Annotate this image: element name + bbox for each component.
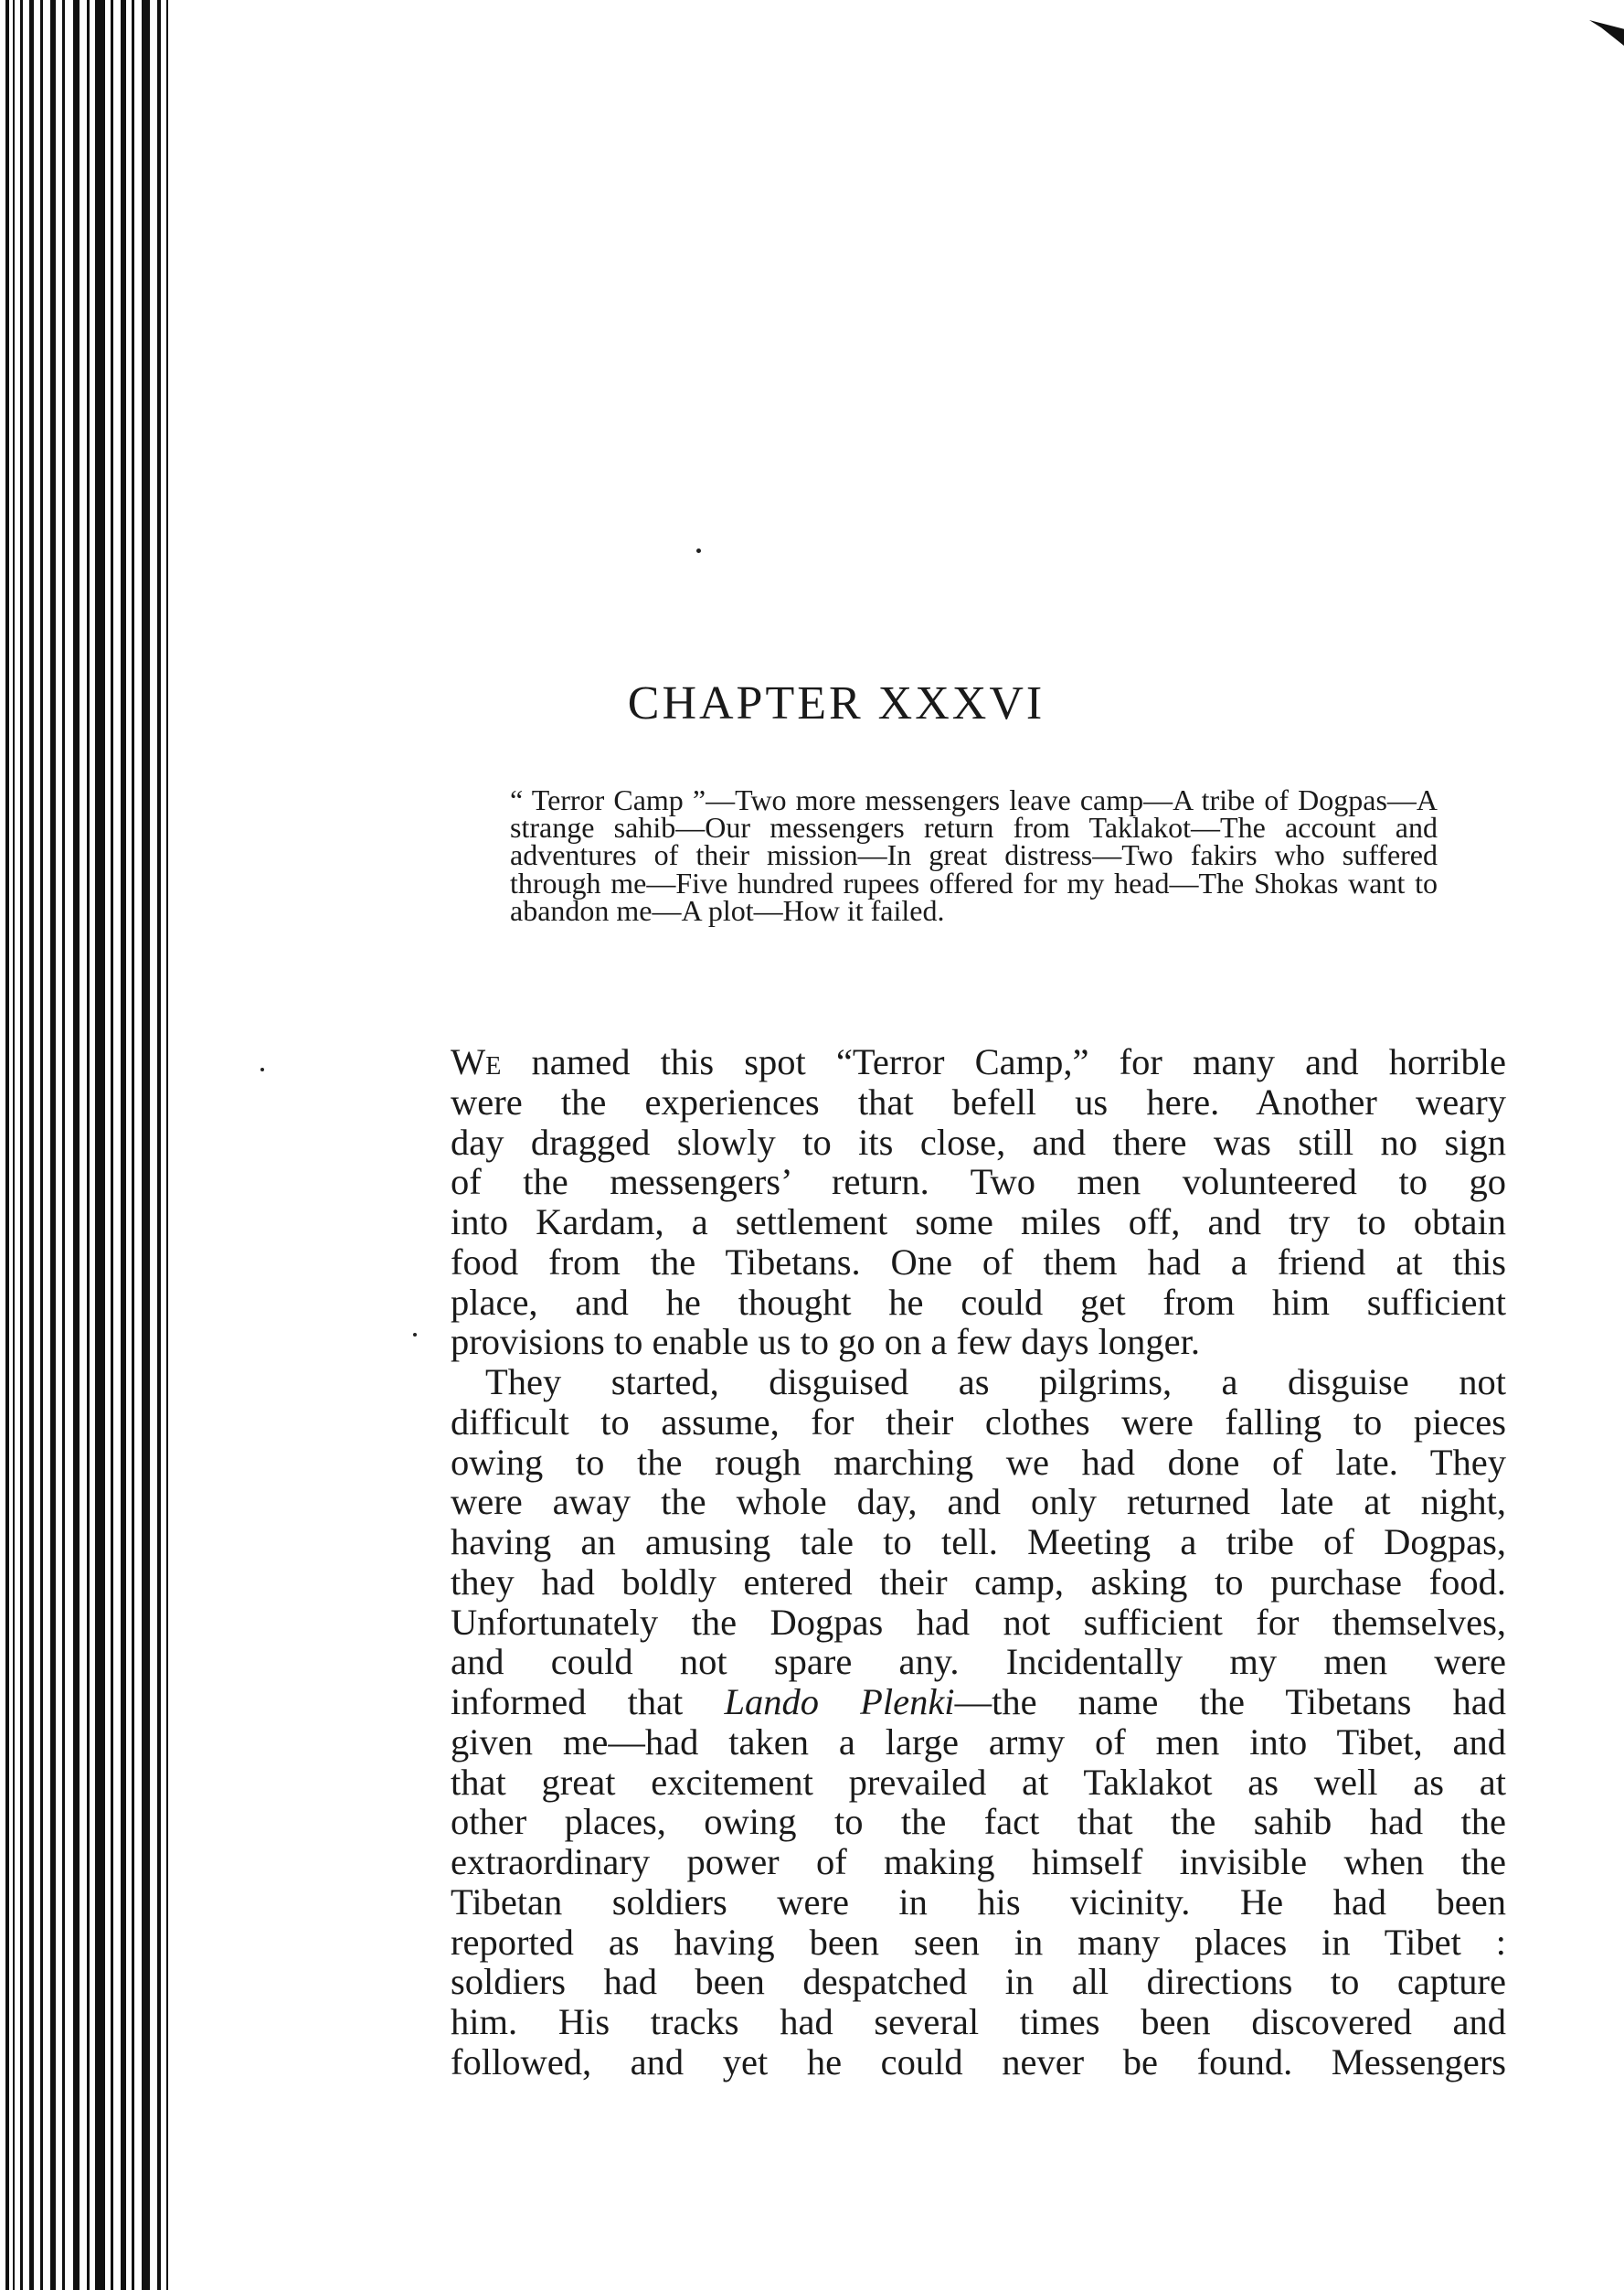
paragraph-2-line: having an amusing tale to tell. Meeting a tribe of Dogpas, xyxy=(451,1521,1506,1562)
paragraph-1-line: were the experiences that befell us here. Another weary xyxy=(451,1081,1506,1123)
body-text xyxy=(451,1042,1506,2082)
paragraph-2-line: followed, and yet he could never be found. Messengers xyxy=(451,2040,1506,2082)
paragraph-1-line: provisions to enable us to go on a few days longer. xyxy=(451,1321,1200,1363)
paragraph-2-line: and could not spare any. Incidentally my men were xyxy=(451,1641,1506,1683)
chapter-title: CHAPTER XXXVI xyxy=(627,677,1046,730)
scan-speck xyxy=(413,1333,417,1337)
book-gutter-shadow xyxy=(0,0,174,2290)
paragraph-2-line: other places, owing to the fact that the sahib had the xyxy=(451,1801,1506,1843)
paragraph-1-line: into Kardam, a settlement some miles off, and try to obtain xyxy=(451,1201,1506,1242)
paragraph-2-line: owing to the rough marching we had done of late. They xyxy=(451,1441,1506,1483)
paragraph-2-line: they had boldly entered their camp, asking to purchase food. xyxy=(451,1560,1506,1603)
paragraph-1-line-1: We named this spot “Terror Camp,” for many and horrible xyxy=(451,1041,1507,1082)
paragraph-1-line: food from the Tibetans. One of them had a friend at this xyxy=(451,1241,1506,1283)
paragraph-2-line: informed that Lando Plenki—the name the Tibetans had xyxy=(451,1681,1507,1722)
paragraph-2-line: given me—had taken a large army of men into Tibet, and xyxy=(451,1720,1506,1763)
paragraph-2-line: were away the whole day, and only returned late at night, xyxy=(451,1481,1506,1523)
scan-speck xyxy=(260,1068,264,1071)
paragraph-1-line: place, and he thought he could get from him sufficient xyxy=(451,1281,1506,1323)
paragraph-2-line: him. His tracks had several times been discovered and xyxy=(451,2001,1506,2042)
paragraph-2-line: They started, disguised as pilgrims, a disguise not xyxy=(485,1361,1506,1402)
corner-scan-mark xyxy=(1589,20,1624,46)
paragraph-1-line: day dragged slowly to its close, and there was still no sign xyxy=(451,1121,1506,1163)
paragraph-2-line: difficult to assume, for their clothes were falling to pieces xyxy=(451,1401,1506,1443)
paragraph-2-line: reported as having been seen in many places in Tibet : xyxy=(451,1921,1506,1963)
drop-word: We xyxy=(451,1041,502,1082)
paragraph-1-line: of the messengers’ return. Two men volunteered to go xyxy=(451,1161,1506,1203)
paragraph-2-line: Unfortunately the Dogpas had not sufficient for themselves, xyxy=(451,1601,1506,1643)
scan-speck xyxy=(696,549,701,553)
paragraph-2-line: extraordinary power of making himself invisible when the xyxy=(451,1841,1506,1882)
paragraph-2-line: Tibetan soldiers were in his vicinity. He had been xyxy=(451,1880,1506,1923)
paragraph-2-line: that great excitement prevailed at Taklakot as well as at xyxy=(451,1761,1506,1803)
paragraph-2-line: soldiers had been despatched in all directions to capture xyxy=(451,1961,1506,2003)
italic-name: Lando Plenki xyxy=(724,1681,955,1722)
chapter-summary: “ Terror Camp ”—Two more messengers leave camp—A tribe of Dogpas—A strange sahib—Our messengers return from Taklakot—The account and adventures of their mission—In great distress—Two fakirs who suffered through me—Five hundred rupees offered for my head—The Shokas want to abandon me—A plot—How it failed. xyxy=(510,783,1438,927)
